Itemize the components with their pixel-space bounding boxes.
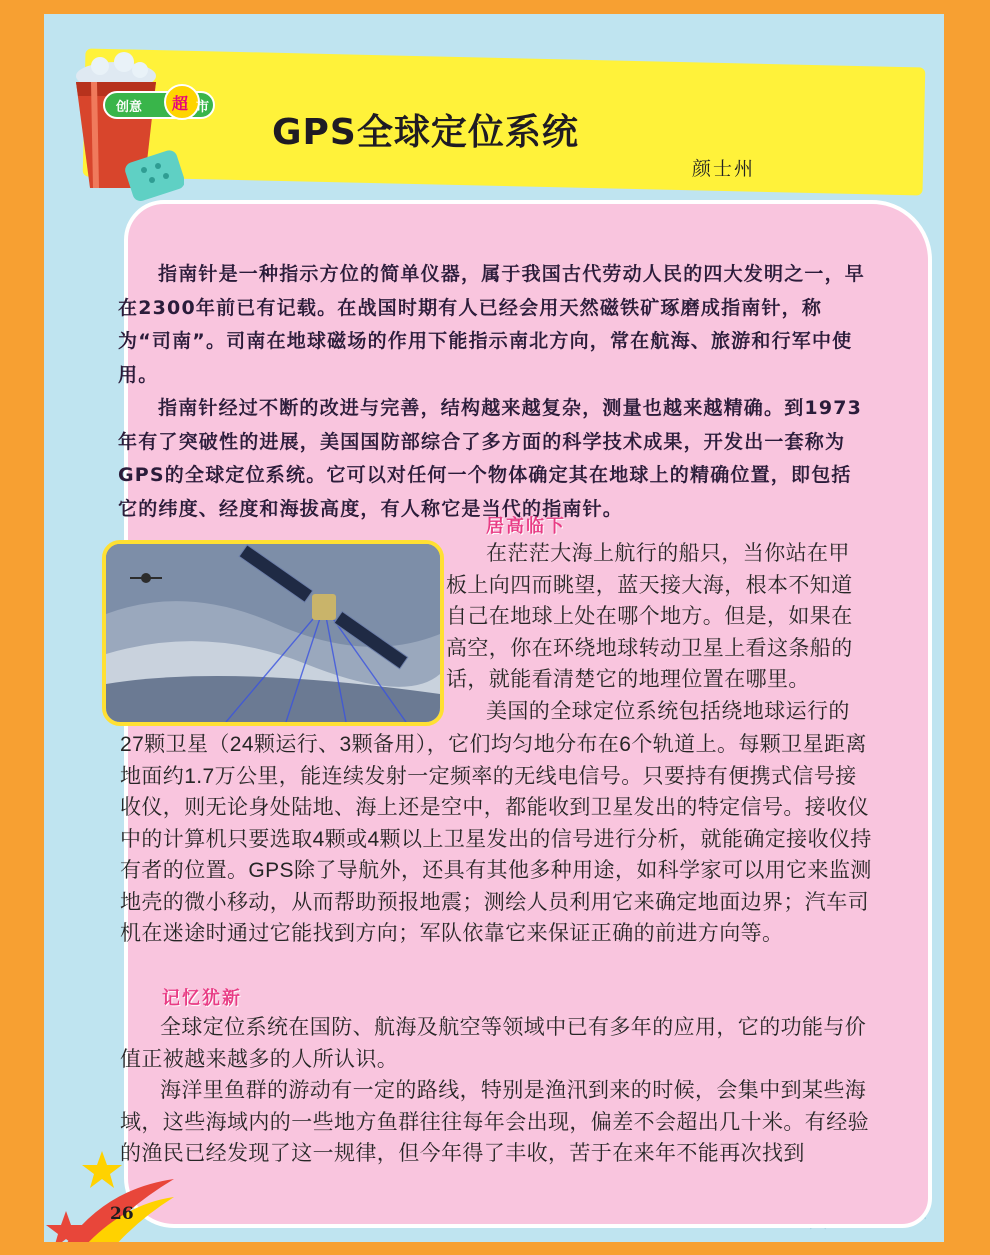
- text-line: 板上向四而眺望，蓝天接大海，根本不知道: [446, 573, 853, 597]
- intro-paragraph-2: 指南针经过不断的改进与完善，结构越来越复杂，测量也越来越精确。到1973年有了突破性的进展，美国国防部综合了多方面的科学技术成果，开发出一套称为GPS的全球定位系统。它可以对任何一个物体确定其在地球上的精确位置，即包括它的纬度、经度和海拔高度，有人称它是当代的指南针。: [118, 397, 863, 520]
- svg-text:创意: 创意: [116, 100, 143, 115]
- magazine-page: [44, 14, 944, 1242]
- author-name: 颜士州: [692, 158, 756, 180]
- intro-paragraph-1: 指南针是一种指示方位的简单仪器，属于我国古代劳动人民的四大发明之一，早在2300年前已有记载。在战国时期有人已经会用天然磁铁矿琢磨成指南针，称为“司南”。司南在地球磁场的作用下能指示南北方向，常在航海、旅游和行军中使用。: [118, 263, 866, 386]
- section2-paragraph-1: 全球定位系统在国防、航海及航空等领域中已有多年的应用，它的功能与价值正被越来越多的人所认识。: [120, 1016, 867, 1071]
- svg-text:超: 超: [172, 94, 189, 113]
- bucket-icon: [66, 48, 184, 208]
- section-heading-jiyiyouxin: 记忆犹新: [162, 988, 242, 1009]
- svg-text:市: 市: [196, 100, 210, 115]
- page-title: GPS全球定位系统: [272, 112, 579, 153]
- column-logo: [102, 84, 252, 124]
- text-line: 高空，你在环绕地球转动卫星上看这条船的: [446, 636, 853, 660]
- text-line: 话，就能看清楚它的地理位置在哪里。: [446, 668, 810, 691]
- text-line: 在茫茫大海上航行的船只，当你站在甲: [486, 542, 850, 565]
- page-number: 26: [110, 1204, 134, 1224]
- text-line: 自己在地球上处在哪个地方。但是，如果在: [446, 605, 853, 628]
- section-heading-juegaolinxia: 居高临下: [486, 516, 566, 537]
- section1-continuation: 27颗卫星（24颗运行、3颗备用），它们均匀地分布在6个轨道上。每颗卫星距离地面约1.7万公里，能连续发射一定频率的无线电信号。只要持有便携式信号接收仪，则无论身处陆地、海上还是空中，都能收到卫星发出的特定信号。接收仪中的计算机只要选取4颗或4颗以上卫星发出的信号进行分析，就能确定接收仪持有者的位置。GPS除了导航外，还具有其他多种用途，如科学家可以用它来监测地壳的微小移动，从而帮助预报地震；测绘人员利用它来确定地面边界；汽车司机在迷途时通过它能找到方向；军队依靠它来保证正确的前进方向等。: [120, 733, 872, 945]
- text-line: 美国的全球定位系统包括绕地球运行的: [486, 699, 850, 723]
- section2-paragraph-2: 海洋里鱼群的游动有一定的路线，特别是渔汛到来的时候，会集中到某些海域，这些海域内的一些地方鱼群往往每年会出现，偏差不会超出几十米。有经验的渔民已经发现了这一规律，但今年得了丰收，苦于在来年不能再次找到: [120, 1079, 869, 1165]
- satellite-photo: [102, 540, 444, 726]
- shooting-star-icon: [44, 1149, 174, 1242]
- section1-wrapped-text: [446, 538, 876, 727]
